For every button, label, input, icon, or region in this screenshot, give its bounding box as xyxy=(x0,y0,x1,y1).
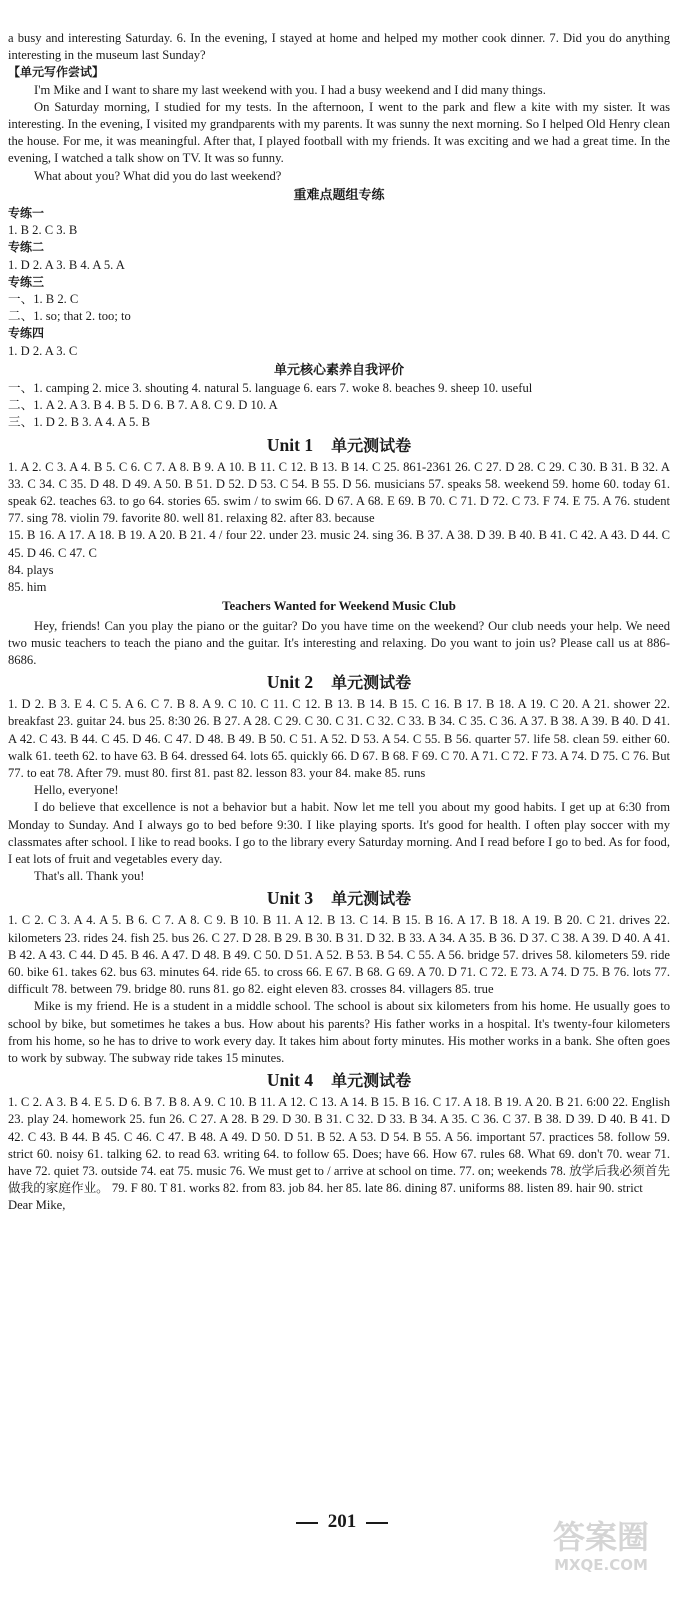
writing-para-2: On Saturday morning, I studied for my tests. In the afternoon, I went to the park and flew a kite with my sister. It was interesting. In the evening, I visited my grandparents with my parents. It was sunny the next morning. So I helped Old Henry clean the house. For me, it was meaningful. After that, I played football with my friends. It was exciting and we had a great time. In the evening, I watched a talk show on TV. It was so funny. xyxy=(8,99,670,166)
watermark-bottom-text: MXQE.COM xyxy=(554,1556,648,1574)
writing-heading: 【单元写作尝试】 xyxy=(8,65,105,80)
unit-2-answers: 1. D 2. B 3. E 4. C 5. A 6. C 7. B 8. A 9. C 10. C 11. C 12. B 13. B 14. B 15. C 16. B 17. B 18. A 19. C 20. A 21. shower 22. breakfast 23. guitar 24. bus 25. 8:30 26. B 27. A 28. C 29. C 30. C 31. C 32. C 33. B 34. C 35. C 36. A 37. B 38. A 39. B 40. D 41. A 42. C 43. B 44. C 45. D 46. C 47. D 48. B 49. B 50. C 51. A 52. D 53. A 54. C 55. B 56. quarter 57. life 58. clean 59. either 60. walk 61. teeth 62. to have 63. B 64. dressed 64. lots 65. quickly 66. D 67. B 68. F 69. C 70. A 71. C 72. F 73. A 74. D 75. C 76. But 77. to eat 78. After 79. must 80. first 81. past 82. lesson 83. your 84. make 85. runs xyxy=(8,697,670,780)
unit-2-title: Unit 2 xyxy=(266,672,314,693)
unit-3-answers: 1. C 2. C 3. A 4. A 5. B 6. C 7. A 8. C 9. B 10. B 11. A 12. B 13. C 14. B 15. B 16. A 17. B 18. A 19. B 20. C 21. drives 22. kilometers 23. rides 24. fish 25. bus 26. C 27. D 28. B 29. B 30. B 31. D 32. B 33. A 34. A 35. B 36. D 37. C 38. A 39. D 40. A 41. B 42. A 43. C 44. D 45. B 46. A 47. D 48. B 49. C 50. D 51. A 52. B 53. B 54. C 55. A 56. bridge 57. drives 58. kilometers 59. ride 60. bike 61. takes 62. bus 63. minutes 64. ride 65. to cross 66. E 67. B 68. G 69. A 70. D 71. C 72. E 73. A 74. D 75. B 76. lots 77. difficult 78. between 79. bridge 80. runs 81. go 82. eight eleven 83. crosses 84. villagers 85. true xyxy=(8,913,670,997)
unit-3-subtitle: 单元测试卷 xyxy=(331,889,412,909)
page-number-dash-right xyxy=(366,1522,388,1524)
group-label-4: 专练四 xyxy=(8,326,45,341)
unit-1-subtitle: 单元测试卷 xyxy=(331,435,412,455)
special-practice-title: 重难点题组专练 xyxy=(293,187,385,203)
unit-1-extra-85: 85. him xyxy=(8,580,47,595)
unit-1-extra-84: 84. plays xyxy=(8,562,54,577)
group-2-answers: 1. D 2. A 3. B 4. A 5. A xyxy=(8,257,125,272)
writing-para-3: What about you? What did you do last weekend? xyxy=(34,168,282,183)
unit-4-answers: 1. C 2. A 3. B 4. E 5. D 6. B 7. B 8. A 9. C 10. B 11. A 12. C 13. A 14. B 15. B 16. C 17. A 18. B 19. A 20. B 21. 6:00 22. English 23. play 24. homework 25. fun 26. C 27. A 28. B 29. D 30. B 31. C 32. D 33. B 34. A 35. C 36. C 37. B 38. D 39. D 40. B 41. D 42. C 43. B 44. B 45. C 46. C 47. B 48. A 49. D 50. D 51. B 52. A 53. D 54. B 55. A 56. important 57. practices 58. follow 59. strict 60. noisy 61. talking 62. to read 63. writing 64. to follow 65. Does; have 66. How 67. rules 68. What 69. don't 70. wear 71. have 72. quiet 73. outside 74. eat 75. music 76. We must get to / arrive at school on time. 77. on; weekends 78. 放学后我必须首先做我的家庭作业。 79. F 80. T 81. works 82. from 83. job 84. her 85. late 86. dining 87. uniforms 88. listen 89. hair 90. strict xyxy=(8,1095,670,1196)
group-label-2: 专练二 xyxy=(8,240,45,255)
self-eval-line-2: 二、1. A 2. A 3. B 4. B 5. D 6. B 7. A 8. C 9. D 10. A xyxy=(8,398,278,413)
group-4-answers: 1. D 2. A 3. C xyxy=(8,343,78,358)
unit-4-subtitle: 单元测试卷 xyxy=(331,1071,412,1091)
unit-1-answers-extra: 15. B 16. A 17. A 18. B 19. A 20. B 21. 4 / four 22. under 23. music 24. sing 36. B 37. A 38. D 39. B 40. B 41. C 42. A 43. D 44. C 45. D 46. C 47. C xyxy=(8,528,670,560)
unit-4-letter-greeting: Dear Mike, xyxy=(8,1198,66,1213)
page-number-dash-left xyxy=(296,1522,318,1524)
group-label-3: 专练三 xyxy=(8,274,45,289)
self-eval-line-3: 三、1. D 2. B 3. A 4. A 5. B xyxy=(8,415,151,430)
group-3-answers-a: 一、1. B 2. C xyxy=(8,292,79,307)
writing-para-1: I'm Mike and I want to share my last weekend with you. I had a busy weekend and I did many things. xyxy=(34,82,546,97)
unit-2-subtitle: 单元测试卷 xyxy=(331,673,412,693)
unit-2-passage-1: Hello, everyone! xyxy=(34,783,119,798)
group-label-1: 专练一 xyxy=(8,206,45,221)
unit-2-heading xyxy=(8,670,670,695)
unit-3-title: Unit 3 xyxy=(266,888,314,909)
unit-1-passage: Hey, friends! Can you play the piano or the guitar? Do you have time on the weekend? Our club needs your help. We need two music teachers to teach the piano and the guitar. It's interesting and relaxing. Do you want to join us? Please call us at 886-8686. xyxy=(8,618,670,667)
unit-1-heading xyxy=(8,433,670,458)
unit-4-heading xyxy=(8,1068,670,1093)
unit-2-passage-3: That's all. Thank you! xyxy=(34,869,145,884)
unit-1-answers: 1. A 2. C 3. A 4. B 5. C 6. C 7. A 8. B 9. A 10. B 11. C 12. B 13. B 14. C 25. 861-2361 26. C 27. D 28. C 29. C 30. B 31. B 32. A 33. C 34. C 35. D 48. D 49. A 50. B 51. D 52. D 53. C 54. B 55. D 56. musicians 57. speaks 58. weekend 59. home 60. today 61. speak 62. teaches 63. to go 64. stories 65. swim / to swim 66. D 67. A 68. E 69. B 70. C 71. D 72. C 73. F 74. E 75. A 76. student 77. sing 78. violin 79. favorite 80. well 81. relaxing 82. after 83. because xyxy=(8,459,670,526)
group-1-answers: 1. B 2. C 3. B xyxy=(8,223,78,238)
unit-2-passage-2: I do believe that excellence is not a behavior but a habit. Now let me tell you about my good habits. I get up at 6:30 from Monday to Sunday. And I always go to bed before 9:30. I like playing sports. It's good for health. I often play soccer with my classmates after school. I like to read books. I go to the library every Saturday morning. And I read before I go to bed. As for food, I eat lots of fruit and vegetables every day. xyxy=(8,800,670,866)
intro-text: a busy and interesting Saturday. 6. In the evening, I stayed at home and helped my mother cook dinner. 7. Did you do anything interesting in the museum last Sunday? xyxy=(8,31,670,63)
page-number-text: 201 xyxy=(327,1511,357,1532)
self-eval-line-1: 一、1. camping 2. mice 3. shouting 4. natural 5. language 6. ears 7. woke 8. beaches 9. sheep 10. useful xyxy=(8,381,533,396)
self-eval-title: 单元核心素养自我评价 xyxy=(273,362,404,378)
unit-4-title: Unit 4 xyxy=(266,1070,314,1091)
unit-3-passage: Mike is my friend. He is a student in a middle school. The school is about six kilometers from his home. He usually goes to school by bike, but sometimes he takes a bus. How about his parents? His father works in a hospital. It's twenty-four kilometers from his home, so he has to drive to work every day. It takes him about forty minutes. His mother works in a bank. She often goes to work by subway. The subway ride takes 15 minutes. xyxy=(8,999,670,1065)
watermark-logo xyxy=(536,1510,666,1576)
page-content xyxy=(8,30,670,1215)
group-3-answers-b: 二、1. so; that 2. too; to xyxy=(8,309,131,324)
unit-1-passage-title: Teachers Wanted for Weekend Music Club xyxy=(222,599,456,614)
watermark-top-text: 答案圈 xyxy=(552,1518,650,1556)
unit-3-heading xyxy=(8,886,670,911)
unit-1-title: Unit 1 xyxy=(266,434,314,455)
